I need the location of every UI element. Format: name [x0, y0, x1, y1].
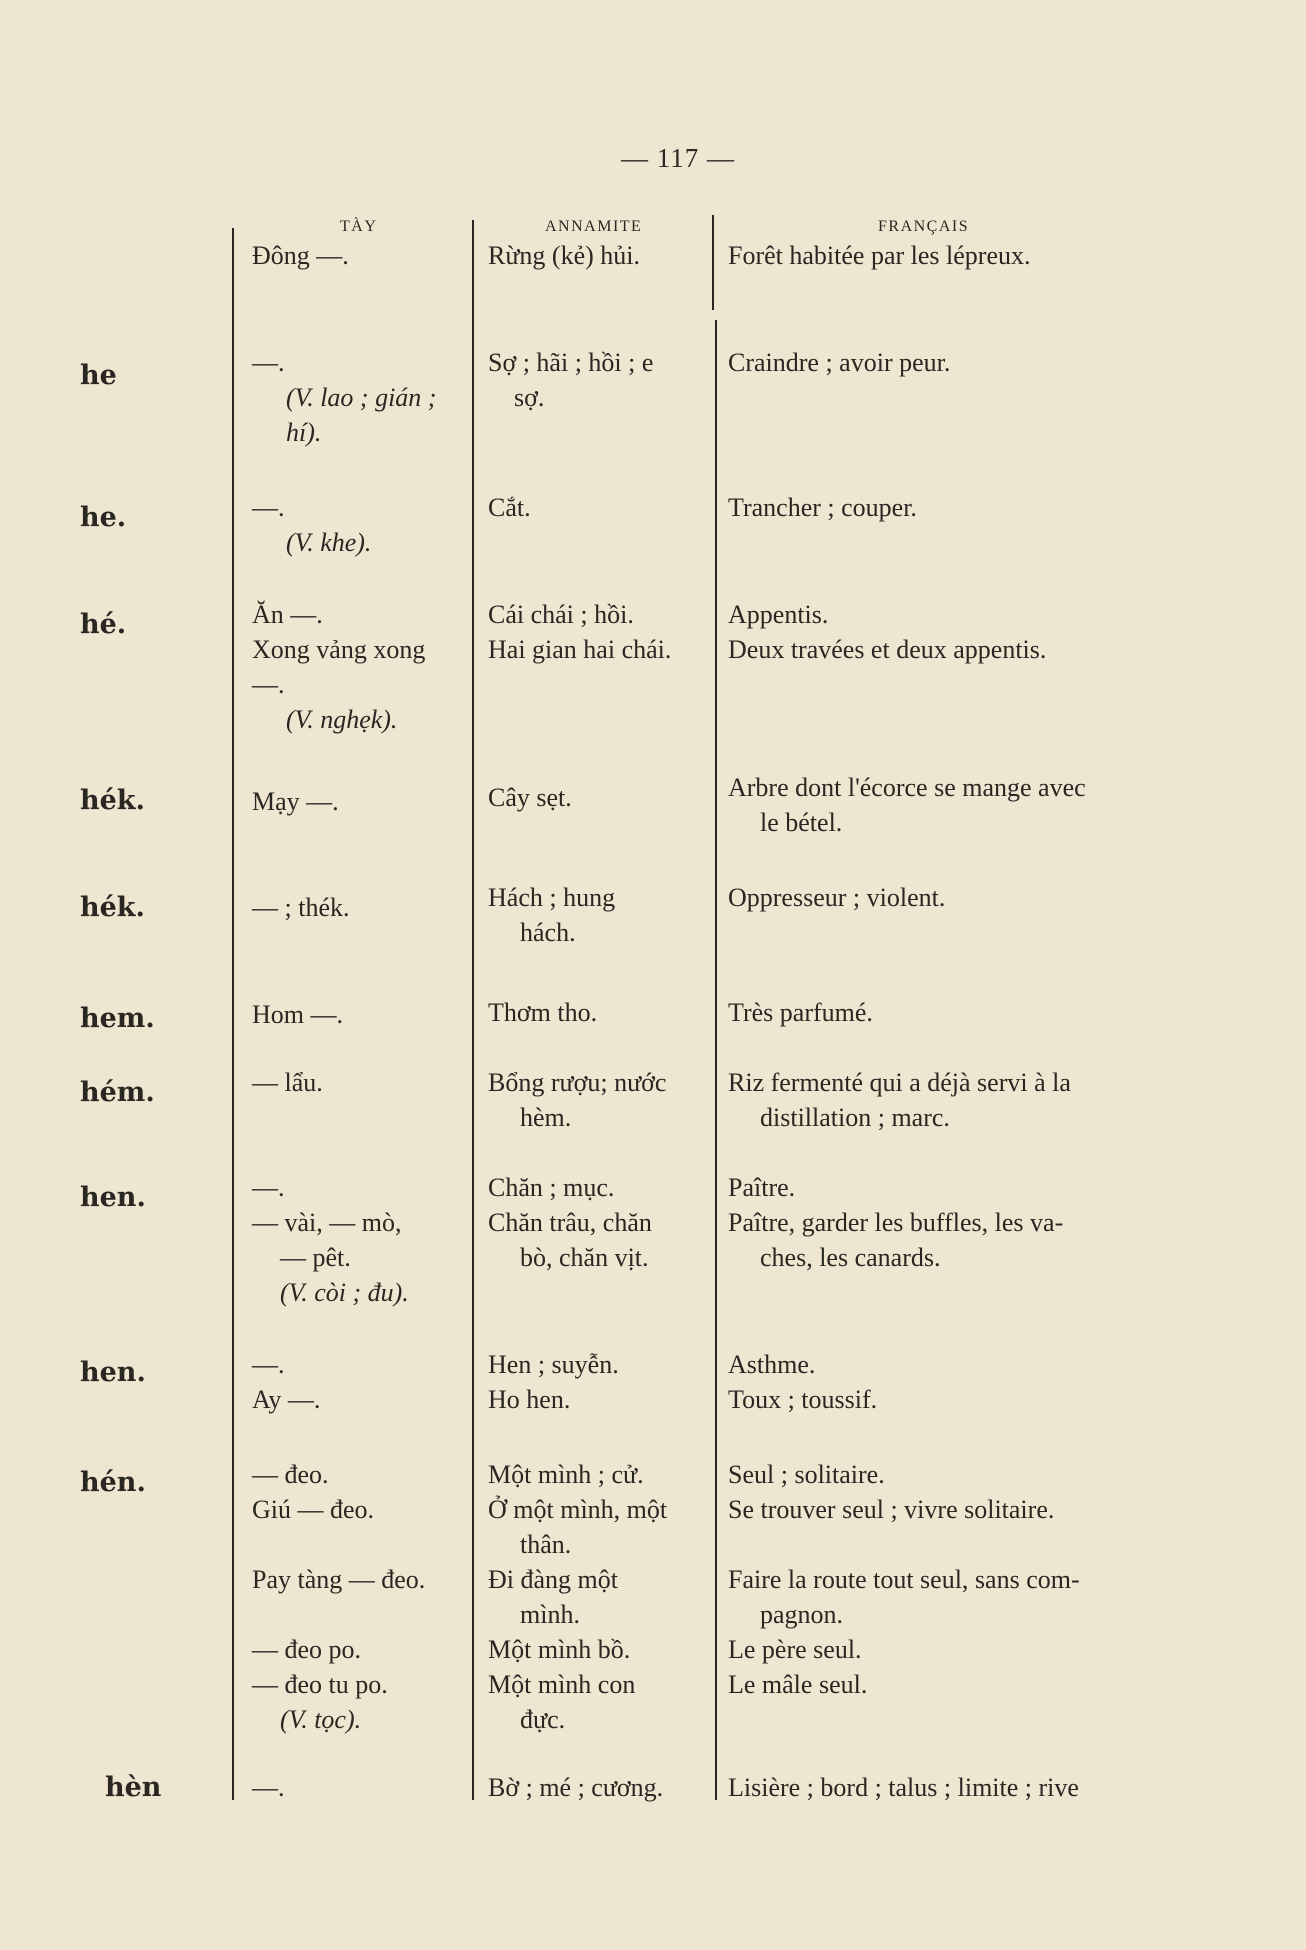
francais-text: distillation ; marc.	[760, 1103, 950, 1132]
tay-text: hí).	[286, 418, 322, 447]
francais-cell	[728, 880, 1178, 915]
page-number: — 117 —	[621, 143, 735, 173]
tay-text: —.	[252, 1173, 285, 1202]
annamite-text: sợ.	[514, 383, 545, 412]
tay-text: —.	[252, 1350, 285, 1379]
annamite-cell	[488, 490, 713, 525]
headword: hen.	[80, 1182, 146, 1213]
tay-text: Ăn —.	[252, 600, 323, 629]
tay-text: — vài, — mò,	[252, 1208, 402, 1237]
annamite-cell	[488, 1770, 713, 1805]
francais-text: Deux travées et deux appentis.	[728, 635, 1047, 664]
tay-text	[252, 1527, 467, 1562]
francais-text: Lisière ; bord ; talus ; limite ; rive	[728, 1773, 1079, 1802]
annamite-text: bò, chăn vịt.	[520, 1243, 649, 1272]
tay-text: —.	[252, 1773, 285, 1802]
francais-text: Appentis.	[728, 600, 829, 629]
annamite-cell	[488, 345, 713, 415]
annamite-text: hách.	[520, 918, 576, 947]
annamite-cell	[488, 1347, 713, 1417]
francais-text: Paître.	[728, 1173, 796, 1202]
tay-cell	[252, 1770, 467, 1805]
annamite-text: Cây sẹt.	[488, 783, 572, 812]
tay-text: —.	[252, 670, 285, 699]
francais-text: Toux ; toussif.	[728, 1385, 878, 1414]
annamite-cell	[488, 1457, 713, 1737]
headword: hem.	[80, 1003, 155, 1034]
tay-text: Đông —.	[252, 241, 349, 270]
tay-text: Xong vảng xong	[252, 635, 426, 664]
annamite-text: đực.	[520, 1705, 566, 1734]
francais-text: Se trouver seul ; vivre solitaire.	[728, 1495, 1055, 1524]
francais-text: Oppresseur ; violent.	[728, 883, 946, 912]
annamite-text: Hách ; hung	[488, 883, 616, 912]
annamite-text: Chăn trâu, chăn	[488, 1208, 652, 1237]
francais-text: Arbre dont l'écorce se mange avec	[728, 773, 1086, 802]
tay-text: (V. tọc).	[280, 1705, 362, 1734]
annamite-text: thân.	[520, 1530, 572, 1559]
francais-cell	[728, 1770, 1178, 1805]
annamite-text: Hen ; suyễn.	[488, 1350, 619, 1379]
column-rule	[472, 220, 474, 1800]
tay-cell	[252, 1170, 467, 1310]
francais-cell	[728, 1170, 1178, 1275]
column-header-annamite: ANNAMITE	[545, 218, 643, 235]
tay-text: (V. còi ; đu).	[280, 1278, 409, 1307]
tay-text: (V. nghẹk).	[286, 705, 398, 734]
annamite-text: hèm.	[520, 1103, 572, 1132]
annamite-text: Bổng rượu; nước	[488, 1068, 667, 1097]
francais-text	[728, 1527, 1178, 1562]
annamite-cell	[488, 597, 713, 667]
annamite-text: Một mình ; cử.	[488, 1460, 644, 1489]
francais-text: Paître, garder les buffles, les va-	[728, 1208, 1064, 1237]
francais-text: le bétel.	[760, 808, 843, 837]
francais-text: Riz fermenté qui a déjà servi à la	[728, 1068, 1071, 1097]
tay-cell	[252, 345, 467, 450]
annamite-text: Cắt.	[488, 493, 531, 522]
francais-cell	[728, 770, 1178, 840]
headword: hén.	[80, 1467, 146, 1498]
annamite-text: Chăn ; mục.	[488, 1173, 615, 1202]
francais-cell	[728, 1347, 1178, 1417]
tay-text: Pay tàng — đeo.	[252, 1565, 426, 1594]
column-rule	[715, 320, 717, 1800]
tay-cell	[252, 1347, 467, 1417]
francais-cell	[728, 1457, 1178, 1702]
francais-text: Très parfumé.	[728, 998, 873, 1027]
annamite-text: mình.	[520, 1600, 580, 1629]
annamite-text: Sợ ; hãi ; hồi ; e	[488, 348, 654, 377]
annamite-cell	[488, 1170, 713, 1275]
tay-cell	[252, 1457, 467, 1737]
francais-cell	[728, 345, 1178, 380]
column-header-francais: FRANÇAIS	[878, 218, 970, 235]
tay-text: — đeo tu po.	[252, 1670, 388, 1699]
francais-text: ches, les canards.	[760, 1243, 941, 1272]
francais-text: Faire la route tout seul, sans com-	[728, 1565, 1080, 1594]
annamite-text: Cái chái ; hồi.	[488, 600, 634, 629]
headword: hék.	[80, 892, 145, 923]
column-rule	[232, 228, 234, 1800]
tay-text: — đeo po.	[252, 1635, 362, 1664]
francais-text: Asthme.	[728, 1350, 816, 1379]
tay-text: — lẩu.	[252, 1068, 323, 1097]
headword: he	[80, 360, 117, 391]
francais-cell	[728, 597, 1178, 667]
annamite-text: Đi đàng một	[488, 1565, 618, 1594]
tay-text: (V. lao ; gián ;	[286, 383, 437, 412]
headword: hém.	[80, 1077, 155, 1108]
annamite-cell	[488, 1065, 713, 1135]
annamite-text: Một mình bồ.	[488, 1635, 631, 1664]
headword: hék.	[80, 785, 145, 816]
annamite-cell	[488, 238, 713, 273]
annamite-text: Ho hen.	[488, 1385, 571, 1414]
tay-cell	[252, 880, 467, 925]
headword: hé.	[80, 609, 127, 640]
tay-text: Hom —.	[252, 1000, 343, 1029]
tay-text: (V. khe).	[286, 528, 372, 557]
tay-text: —.	[252, 348, 285, 377]
francais-cell	[728, 238, 1178, 273]
francais-text: pagnon.	[760, 1600, 844, 1629]
francais-cell	[728, 490, 1178, 525]
annamite-text: Hai gian hai chái.	[488, 635, 672, 664]
tay-text: Giú — đeo.	[252, 1495, 375, 1524]
francais-text: Trancher ; couper.	[728, 493, 917, 522]
annamite-text: Ở một mình, một	[488, 1495, 668, 1524]
tay-text: — pêt.	[280, 1243, 351, 1272]
tay-cell	[252, 770, 467, 819]
francais-cell	[728, 1065, 1178, 1135]
tay-text: — đeo.	[252, 1460, 329, 1489]
tay-cell	[252, 597, 467, 737]
tay-text: — ; thék.	[252, 893, 350, 922]
headword: he.	[80, 502, 127, 533]
tay-text: Ay —.	[252, 1385, 321, 1414]
tay-text: —.	[252, 493, 285, 522]
annamite-cell	[488, 880, 713, 950]
column-header-tay: TÀY	[340, 218, 378, 235]
francais-cell	[728, 995, 1178, 1030]
annamite-cell	[488, 995, 713, 1030]
francais-text: Le père seul.	[728, 1635, 862, 1664]
annamite-text: Rừng (kẻ) hủi.	[488, 241, 641, 270]
headword: hen.	[80, 1357, 146, 1388]
tay-cell	[252, 490, 467, 560]
annamite-text: Thơm tho.	[488, 998, 598, 1027]
tay-text: Mạy —.	[252, 787, 339, 816]
francais-text: Craindre ; avoir peur.	[728, 348, 951, 377]
annamite-text: Bờ ; mé ; cương.	[488, 1773, 664, 1802]
francais-text: Le mâle seul.	[728, 1670, 868, 1699]
headword: hèn	[105, 1772, 162, 1803]
annamite-text: Một mình con	[488, 1670, 636, 1699]
annamite-cell	[488, 770, 713, 815]
tay-cell	[252, 995, 467, 1032]
francais-text: Forêt habitée par les lépreux.	[728, 241, 1031, 270]
francais-text: Seul ; solitaire.	[728, 1460, 885, 1489]
tay-cell	[252, 1065, 467, 1100]
tay-cell	[252, 238, 467, 273]
tay-text	[252, 1597, 467, 1632]
